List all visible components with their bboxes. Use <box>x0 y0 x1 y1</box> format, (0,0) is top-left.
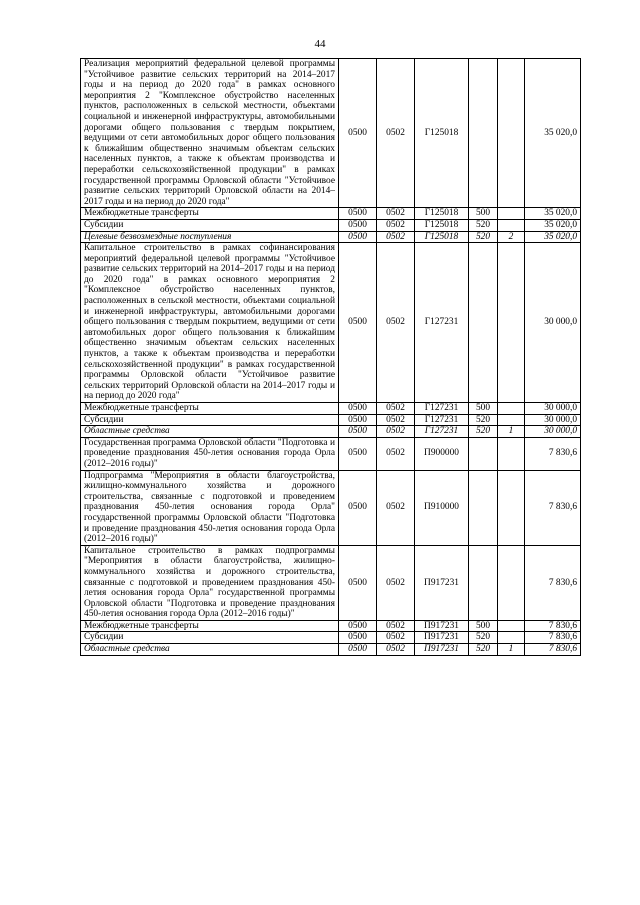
row-amount: 7 830,6 <box>525 437 581 470</box>
row-source <box>498 470 525 545</box>
row-subsection: 0502 <box>377 59 415 208</box>
row-source <box>498 414 525 426</box>
row-amount: 35 020,0 <box>525 231 581 243</box>
row-target-article: П917231 <box>415 620 469 632</box>
row-subsection: 0502 <box>377 403 415 415</box>
row-expense-type: 520 <box>469 414 498 426</box>
row-target-article: Г127231 <box>415 414 469 426</box>
row-source <box>498 219 525 231</box>
row-subsection: 0502 <box>377 644 415 656</box>
row-amount: 35 020,0 <box>525 219 581 231</box>
row-expense-type: 500 <box>469 620 498 632</box>
row-target-article: П900000 <box>415 437 469 470</box>
row-section: 0500 <box>339 437 377 470</box>
row-name: Межбюджетные трансферты <box>81 620 339 632</box>
row-expense-type <box>469 59 498 208</box>
row-target-article: Г125018 <box>415 231 469 243</box>
row-name: Областные средства <box>81 426 339 438</box>
row-amount: 30 000,0 <box>525 426 581 438</box>
row-subsection: 0502 <box>377 620 415 632</box>
row-expense-type: 520 <box>469 219 498 231</box>
table-row <box>81 632 581 644</box>
row-subsection: 0502 <box>377 632 415 644</box>
row-section: 0500 <box>339 243 377 403</box>
table-row <box>81 243 581 403</box>
page-number: 44 <box>314 38 326 50</box>
row-section: 0500 <box>339 545 377 620</box>
row-target-article: Г127231 <box>415 243 469 403</box>
row-source <box>498 632 525 644</box>
row-section: 0500 <box>339 620 377 632</box>
row-target-article: Г125018 <box>415 219 469 231</box>
table-row <box>81 426 581 438</box>
row-subsection: 0502 <box>377 243 415 403</box>
row-name: Областные средства <box>81 644 339 656</box>
row-amount: 30 000,0 <box>525 243 581 403</box>
table-row <box>81 59 581 208</box>
budget-table <box>80 58 581 656</box>
row-source: 1 <box>498 644 525 656</box>
row-amount: 7 830,6 <box>525 470 581 545</box>
row-amount: 35 020,0 <box>525 208 581 220</box>
row-target-article: П910000 <box>415 470 469 545</box>
row-amount: 7 830,6 <box>525 545 581 620</box>
row-section: 0500 <box>339 208 377 220</box>
row-source <box>498 59 525 208</box>
row-name: Межбюджетные трансферты <box>81 208 339 220</box>
row-expense-type: 520 <box>469 632 498 644</box>
row-expense-type <box>469 437 498 470</box>
row-expense-type <box>469 470 498 545</box>
row-name: Субсидии <box>81 219 339 231</box>
row-amount: 7 830,6 <box>525 644 581 656</box>
row-name: Капитальное строительство в рамках подпрограммы "Мероприятия в области благоустройства, жилищно-коммунального хозяйства и дорожного строительства, связанные с подготовкой и проведением празднования 450-летия основания города Орла" государственной программы Орловской области "Подготовка и проведение празднования 450-летия основания города Орла (2012–2016 годы)" <box>81 545 339 620</box>
row-subsection: 0502 <box>377 470 415 545</box>
row-expense-type: 500 <box>469 403 498 415</box>
row-expense-type <box>469 545 498 620</box>
row-section: 0500 <box>339 470 377 545</box>
row-target-article: Г125018 <box>415 59 469 208</box>
row-subsection: 0502 <box>377 231 415 243</box>
row-target-article: П917231 <box>415 644 469 656</box>
row-source <box>498 437 525 470</box>
row-name: Капитальное строительство в рамках софинансирования мероприятий федеральной целевой программы "Устойчивое развитие сельских территорий на 2014–2017 годы и на период до 2020 года" в рамках основного мероприятия 2 "Комплексное обустройство населенных пунктов, расположенных в сельской местности, объектами социальной и инженерной инфраструктуры, автомобильными дорогами общего пользования с твердым покрытием, ведущими от сети автомобильных дорог общего пользования к ближайшим общественно значимым объектам сельских населенных пунктов, а также к объектам производства и переработки сельскохозяйственной продукции" в рамках государственной программы Орловской области "Устойчивое развитие сельских территорий Орловской области на 2014–2017 годы и на период до 2020 года" <box>81 243 339 403</box>
table-row <box>81 208 581 220</box>
row-section: 0500 <box>339 644 377 656</box>
row-source <box>498 545 525 620</box>
row-section: 0500 <box>339 231 377 243</box>
row-expense-type: 520 <box>469 644 498 656</box>
table-row <box>81 470 581 545</box>
row-amount: 7 830,6 <box>525 620 581 632</box>
row-expense-type: 500 <box>469 208 498 220</box>
row-target-article: Г125018 <box>415 208 469 220</box>
row-subsection: 0502 <box>377 426 415 438</box>
row-name: Субсидии <box>81 414 339 426</box>
row-name: Государственная программа Орловской области "Подготовка и проведение празднования 450-летия основания города Орла (2012–2016 годы)" <box>81 437 339 470</box>
row-amount: 7 830,6 <box>525 632 581 644</box>
row-source: 2 <box>498 231 525 243</box>
row-target-article: Г127231 <box>415 403 469 415</box>
row-amount: 35 020,0 <box>525 59 581 208</box>
row-amount: 30 000,0 <box>525 414 581 426</box>
row-name: Подпрограмма "Мероприятия в области благоустройства, жилищно-коммунального хозяйства и дорожного строительства, связанные с подготовкой и проведением празднования 450-летия основания города Орла" государственной программы Орловской области "Подготовка и проведение празднования 450-летия основания города Орла (2012–2016 годы)" <box>81 470 339 545</box>
row-source: 1 <box>498 426 525 438</box>
row-source <box>498 403 525 415</box>
row-section: 0500 <box>339 403 377 415</box>
row-target-article: Г127231 <box>415 426 469 438</box>
row-name: Субсидии <box>81 632 339 644</box>
row-subsection: 0502 <box>377 437 415 470</box>
row-source <box>498 208 525 220</box>
table-row <box>81 437 581 470</box>
row-expense-type <box>469 243 498 403</box>
row-subsection: 0502 <box>377 219 415 231</box>
table-row <box>81 231 581 243</box>
row-section: 0500 <box>339 632 377 644</box>
row-section: 0500 <box>339 219 377 231</box>
row-subsection: 0502 <box>377 208 415 220</box>
row-name: Межбюджетные трансферты <box>81 403 339 415</box>
row-subsection: 0502 <box>377 545 415 620</box>
row-section: 0500 <box>339 426 377 438</box>
row-subsection: 0502 <box>377 414 415 426</box>
row-name: Реализация мероприятий федеральной целевой программы "Устойчивое развитие сельских территорий на 2014–2017 годы и на период до 2020 года" в рамках основного мероприятия 2 "Комплексное обустройство населенных пунктов, расположенных в сельской местности, объектами социальной и инженерной инфраструктуры, автомобильными дорогами общего пользования с твердым покрытием, ведущими от сети автомобильных дорог общего пользования к ближайшим общественно значимым объектам сельских населенных пунктов, а также к объектам производства и переработки сельскохозяйственной продукции" в рамках государственной программы Орловской области "Устойчивое развитие сельских территорий Орловской области на 2014–2017 годы и на период до 2020 года" <box>81 59 339 208</box>
row-section: 0500 <box>339 414 377 426</box>
table-row <box>81 644 581 656</box>
row-expense-type: 520 <box>469 426 498 438</box>
row-source <box>498 243 525 403</box>
row-target-article: П917231 <box>415 632 469 644</box>
row-section: 0500 <box>339 59 377 208</box>
table-row <box>81 403 581 415</box>
row-source <box>498 620 525 632</box>
table-row <box>81 620 581 632</box>
table-row <box>81 545 581 620</box>
table-row <box>81 219 581 231</box>
row-amount: 30 000,0 <box>525 403 581 415</box>
row-expense-type: 520 <box>469 231 498 243</box>
row-target-article: П917231 <box>415 545 469 620</box>
table-row <box>81 414 581 426</box>
row-name: Целевые безвозмездные поступления <box>81 231 339 243</box>
